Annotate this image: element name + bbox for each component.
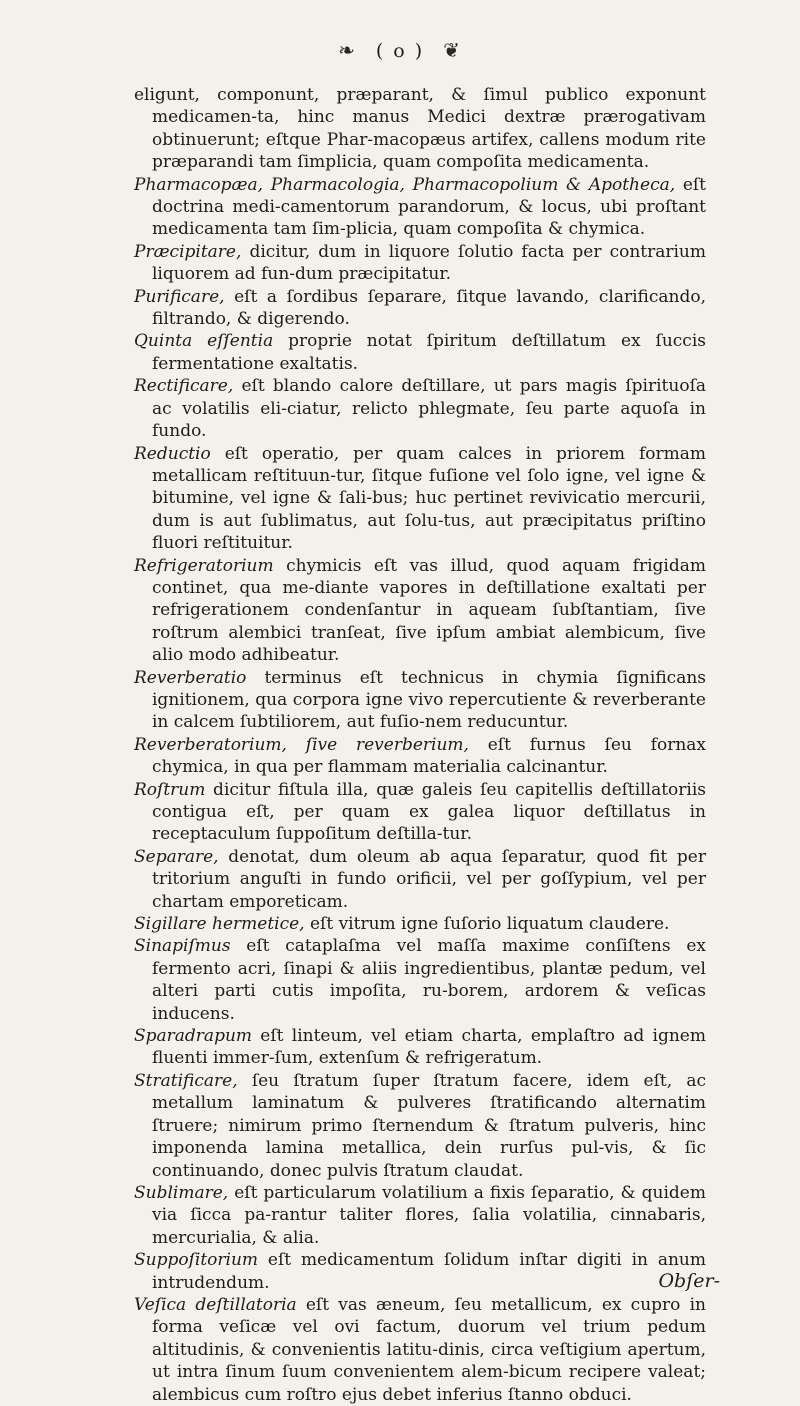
glossary-entry — [134, 443, 706, 555]
glossary-entry — [134, 330, 706, 375]
entry-term: Sinapiſmus — [134, 936, 231, 957]
glossary-entry — [134, 1070, 706, 1182]
glossary-entry — [134, 174, 706, 241]
entry-definition: proprie notat ſpiritum deſtillatum ex ſuccis fermentatione exaltatis. — [152, 331, 706, 374]
entry-term: Sublimare, — [134, 1182, 229, 1203]
entry-term: Veſica deſtillatoria — [134, 1294, 297, 1315]
page-header — [0, 38, 800, 63]
glossary-entry — [134, 1182, 706, 1249]
entry-definition: eſt linteum, vel etiam charta, emplaſtro ad ignem fluenti immer-ſum, extenſum & refrigeratum. — [152, 1026, 706, 1069]
entry-definition: dicitur fiſtula illa, quæ galeis ſeu capitellis deſtillatoriis contigua eſt, per quam ex galea liquor deſtillatus in receptaculum ſuppoſitum deſtilla-tur. — [152, 779, 706, 845]
entry-definition: terminus eſt technicus in chymia ſignificans ignitionem, qua corpora igne vivo repercutiente & reverberante in calcem ſubtiliorem, aut fuſio-nem reducuntur. — [152, 667, 706, 733]
glossary-entry — [134, 555, 706, 667]
glossary-entry — [134, 779, 706, 846]
entry-definition: eſt a ſordibus ſeparare, ſitque lavando, clarificando, filtrando, & digerendo. — [152, 286, 706, 330]
glossary-entry — [134, 84, 706, 174]
entry-term: Suppoſitorium — [134, 1250, 259, 1271]
entry-definition: eſt cataplaſma vel maſſa maxime conſiſtens ex fermento acri, ſinapi & aliis ingredientibus, plantæ pedum, vel alteri parti cutis impoſita, ru-borem, ardorem & veſicas inducens. — [152, 936, 706, 1024]
glossary-text — [134, 84, 706, 1406]
entry-definition: ſeu ſtratum ſuper ſtratum facere, idem eſt, ac metallum laminatum & pulveres ſtratificando alternatim ſtruere; nimirum primo ſternendum & ſtratum pulveris, hinc imponenda lamina metallica, dein rurſus pul-vis, & ſic continuando, donec pulvis ſtratum claudat. — [152, 1070, 706, 1181]
entry-term: Sparadrapum — [134, 1026, 253, 1047]
glossary-entry — [134, 935, 706, 1025]
entry-definition: eſt doctrina medi-camentorum parandorum, & locus, ubi proſtant medicamenta tam ſim-plicia, quam compoſita & chymica. — [152, 174, 707, 240]
entry-term: Rectificare, — [134, 376, 234, 397]
entry-definition: eſt particularum volatilium a fixis ſeparatio, & quidem via ſicca pa-rantur taliter flores, ſalia volatilia, cinnabaris, mercurialia, & alia. — [152, 1182, 706, 1248]
entry-definition: denotat, dum oleum ab aqua ſeparatur, quod fit per tritorium anguſti in fundo orificii, vel per goſſypium, vel per chartam emporeticam. — [152, 846, 706, 912]
entry-term: Reverberatio — [134, 667, 247, 688]
entry-term: Roſtrum — [134, 779, 206, 800]
entry-term: Præcipitare, — [134, 241, 242, 262]
entry-term: Stratificare, — [134, 1070, 238, 1091]
entry-term: Sigillare hermetice, — [134, 914, 305, 935]
entry-definition: dicitur, dum in liquore ſolutio facta per contrarium liquorem ad fun-dum præcipitatur. — [152, 241, 706, 285]
glossary-entry — [134, 1249, 706, 1294]
entry-term: Reductio — [134, 443, 211, 464]
entry-term: Separare, — [134, 846, 219, 867]
entry-definition: eſt vitrum igne ſuſorio liquatum claudere. — [304, 914, 670, 935]
entry-term: Refrigeratorium — [134, 555, 274, 576]
entry-definition: eſt furnus ſeu fornax chymica, in qua per flammam materialia calcinantur. — [152, 734, 706, 778]
glossary-entry — [134, 667, 706, 734]
glossary-entry — [134, 375, 706, 442]
entry-definition: eſt vas æneum, ſeu metallicum, ex cupro in forma veſicæ vel ovi factum, duorum vel trium pedum altitudinis, & convenientis latitu-dinis, circa veſtigium apertum, ut intra ſinum ſuum convenientem alem-bicum recipere valeat; alembicus cum roſtro ejus debet inferius ſtanno obduci. — [152, 1294, 706, 1405]
glossary-entry — [134, 286, 706, 331]
entry-term: Quinta eſſentia — [134, 331, 274, 352]
left-fleuron-icon: ❧ — [338, 38, 357, 62]
folio-marker: ( o ) — [375, 40, 425, 62]
entry-term: Purificare, — [134, 286, 225, 307]
entry-definition: eſt blando calore deſtillare, ut pars magis ſpirituoſa ac volatilis eli-ciatur, relicto phlegmate, ſeu parte aquoſa in fundo. — [152, 376, 706, 442]
entry-term: Pharmacopæa, Pharmacologia, Pharmacopolium & Apotheca, — [134, 174, 676, 195]
entry-term: Reverberatorium, ſive reverberium, — [134, 734, 469, 755]
glossary-entry — [134, 734, 706, 779]
glossary-entry — [134, 241, 706, 286]
entry-definition: eligunt, componunt, præparant, & ſimul publico exponunt medicamen-ta, hinc manus Medici dextræ prærogativam obtinuerunt; eſtque Phar-macopæus artifex, callens modum rite præparandi tam ſimplicia, quam compoſita medicamenta. — [134, 85, 706, 173]
glossary-entry — [134, 913, 706, 935]
glossary-entry — [134, 1025, 706, 1070]
glossary-entry — [134, 846, 706, 913]
right-fleuron-icon: ❦ — [443, 38, 462, 62]
catchword: Obſer- — [658, 1270, 720, 1292]
glossary-entry — [134, 1294, 706, 1406]
entry-definition: chymicis eſt vas illud, quod aquam frigidam continet, qua me-diante vapores in deſtillatione exaltati per refrigerationem condenſantur in aqueam ſubſtantiam, ſive roſtrum alembici tranſeat, ſive ipſum ambiat alembicum, ſive alio modo adhibeatur. — [152, 555, 706, 666]
entry-definition: eſt medicamentum ſolidum inſtar digiti in anum intrudendum. — [152, 1250, 706, 1293]
entry-definition: eſt operatio, per quam calces in priorem formam metallicam reſtituun-tur, ſitque fuſione vel ſolo igne, vel igne & bitumine, vel igne & ſali-bus; huc pertinet revivicatio mercurii, dum is aut ſublimatus, aut ſolu-tus, aut præcipitatus priſtino fluori reſtituitur. — [152, 443, 706, 554]
